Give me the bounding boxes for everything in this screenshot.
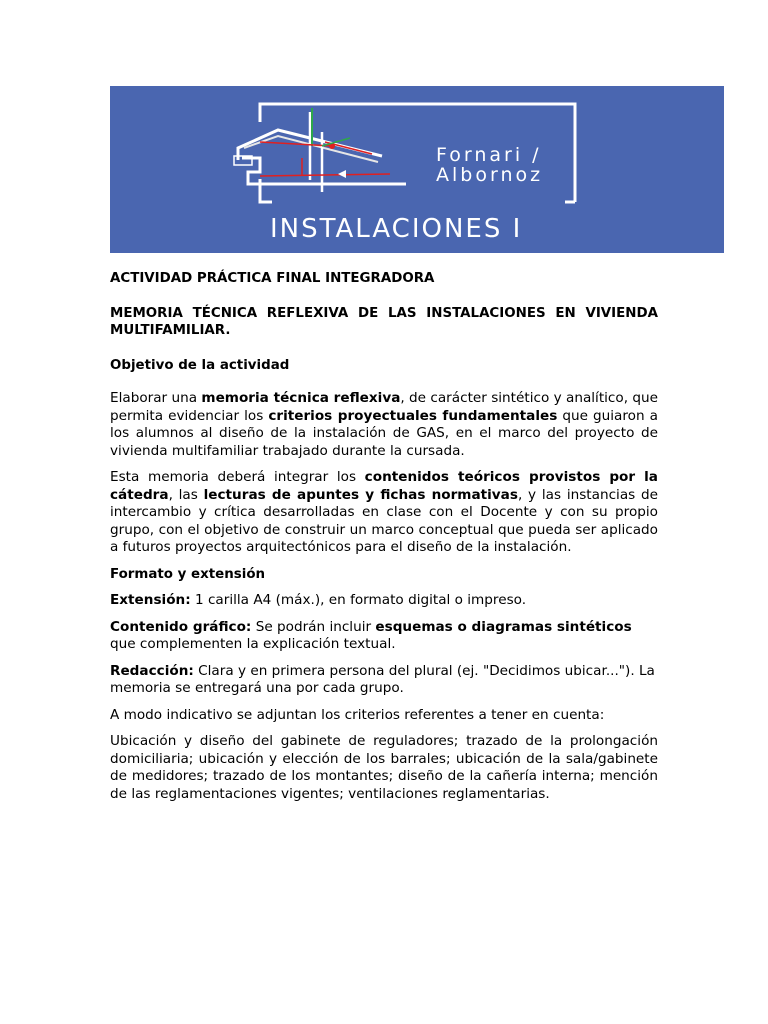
- brand-name-line-2: Albornoz: [436, 164, 544, 186]
- course-title: INSTALACIONES I: [270, 214, 523, 244]
- brand-name-line-1: Fornari /: [436, 144, 542, 166]
- header-banner: [110, 86, 724, 253]
- graphic-content-item: Contenido gráfico: Se podrán incluir esquemas o diagramas sintéticos que complementen la explicación textual.: [110, 618, 632, 652]
- paragraph-objective: Elaborar una memoria técnica reflexiva, de carácter sintético y analítico, que permita evidenciar los criterios proyectuales fundamentales que guiaron a los alumnos al diseño de la instalación de GAS, en el marco del proyecto de vivienda multifamiliar trabajado durante la cursada.: [110, 390, 658, 459]
- document-subheading: MEMORIA TÉCNICA REFLEXIVA DE LAS INSTALACIONES EN VIVIENDA MULTIFAMILIAR.: [110, 305, 658, 338]
- writing-item: Redacción: Clara y en primera persona del plural (ej. "Decidimos ubicar..."). La memoria se entregará una por cada grupo.: [110, 662, 655, 696]
- indicative-text: A modo indicativo se adjuntan los criterios referentes a tener en cuenta:: [110, 706, 605, 723]
- criteria-text: Ubicación y diseño del gabinete de reguladores; trazado de la prolongación domiciliaria; ubicación y elección de los barrales; ubicación de la sala/gabinete de medidores; trazado de los montantes; diseño de la cañería interna; mención de las reglamentaciones vigentes; ventilaciones reglamentarias.: [110, 733, 658, 802]
- objective-title: Objetivo de la actividad: [110, 357, 290, 373]
- document-heading: ACTIVIDAD PRÁCTICA FINAL INTEGRADORA: [110, 271, 435, 286]
- format-title: Formato y extensión: [110, 566, 266, 582]
- document-body: [110, 270, 658, 803]
- extension-item: Extensión: 1 carilla A4 (máx.), en formato digital o impreso.: [110, 592, 527, 608]
- paragraph-content: Esta memoria deberá integrar los contenidos teóricos provistos por la cátedra, las lecturas de apuntes y fichas normativas, y las instancias de intercambio y crítica desarrolladas en clase con el Docente y con su propio grupo, con el objetivo de construir un marco conceptual que pueda ser aplicado a futuros proyectos arquitectónicos para el diseño de la instalación.: [110, 469, 658, 555]
